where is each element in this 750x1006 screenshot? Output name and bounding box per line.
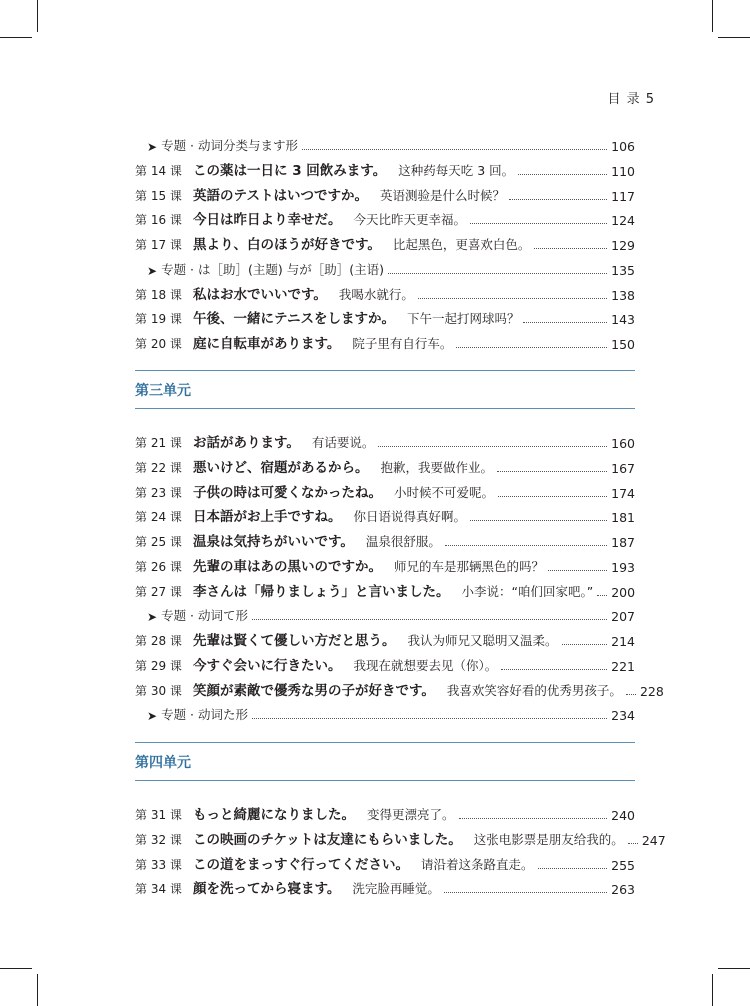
lesson-title-japanese: 庭に自転車があります。 (193, 336, 341, 352)
dot-leader (456, 347, 607, 348)
lesson-title-japanese: 顔を洗ってから寝ます。 (193, 881, 341, 898)
lesson-row (135, 871, 635, 897)
dot-leader (459, 818, 608, 819)
lesson-number: 第 14 课 (135, 163, 182, 178)
page-number: 193 (611, 559, 635, 575)
lesson-title-chinese: 请沿着这条路直走。 (421, 856, 534, 872)
lesson-number: 第 29 课 (135, 658, 182, 673)
lesson-title-chinese: 我喝水就行。 (338, 286, 414, 302)
lesson-row (135, 623, 635, 649)
page-number: 110 (611, 163, 635, 179)
lesson-number: 第 20 课 (135, 337, 182, 351)
lesson-title-japanese: この道をまっすぐ行ってください。 (193, 856, 409, 873)
page-number: 129 (611, 238, 635, 253)
lesson-title-chinese: 洗完脸再睡觉。 (352, 881, 440, 897)
topic-row (147, 697, 635, 723)
lesson-title-japanese: 午後、一緒にテニスをしますか。 (193, 311, 395, 328)
section-title: 第四单元 (135, 755, 191, 771)
lesson-number: 第 31 课 (135, 808, 182, 822)
lesson-number: 第 26 课 (135, 559, 182, 574)
topic-label: 专题 · 动词分类与ます形 (161, 138, 298, 153)
page-number: 150 (611, 337, 635, 352)
topic-row (147, 252, 635, 278)
lesson-row (135, 499, 635, 525)
lesson-number: 第 17 课 (135, 238, 182, 252)
dot-leader (445, 545, 607, 546)
lesson-row (135, 475, 635, 501)
page-number: 234 (611, 708, 635, 724)
page-number: 135 (611, 262, 635, 278)
dot-leader (538, 868, 608, 869)
lesson-title-chinese: 变得更漂亮了。 (367, 807, 455, 822)
lesson-row (135, 524, 635, 550)
lesson-number: 第 15 课 (135, 188, 182, 203)
lesson-number: 第 33 课 (135, 857, 182, 872)
dot-leader (626, 694, 636, 695)
topic-row (147, 128, 635, 154)
lesson-title-japanese: 先輩の車はあの黒いのですか。 (193, 558, 382, 575)
dot-leader (444, 892, 607, 893)
lesson-number: 第 19 课 (135, 312, 182, 327)
lesson-title-chinese: 你日语说得真好啊。 (353, 509, 467, 525)
dot-leader (470, 520, 607, 521)
crop-mark (37, 974, 38, 1006)
crop-mark (0, 37, 32, 38)
lesson-title-japanese: 今日は昨日より幸せだ。 (193, 212, 342, 229)
lesson-title-japanese: 子供の時は可愛くなかったね。 (193, 484, 382, 501)
page-number: 174 (611, 485, 635, 501)
lesson-row (135, 549, 635, 575)
crop-mark (712, 0, 713, 32)
page-number: 167 (611, 460, 635, 476)
lesson-title-chinese: 温泉很舒服。 (365, 534, 441, 549)
dot-leader (518, 174, 607, 175)
arrow-bullet-icon: ➤ (147, 709, 158, 724)
section-title: 第三单元 (135, 383, 191, 399)
dot-leader (509, 199, 607, 200)
page-number: 247 (641, 832, 666, 848)
lesson-title-chinese: 院子里有自行车。 (352, 336, 453, 351)
lesson-row (135, 227, 635, 253)
lesson-title-japanese: 先輩は賢くて優しい方だと思う。 (193, 633, 396, 649)
crop-mark (712, 974, 713, 1006)
lesson-title-japanese: この映画のチケットは友達にもらいました。 (193, 831, 462, 848)
lesson-row (135, 450, 635, 476)
topic-label: 专题 · は［助］(主题) 与が［助］(主语) (161, 261, 384, 277)
dot-leader (498, 496, 607, 497)
lesson-title-japanese: 英語のテストはいつですか。 (193, 187, 368, 204)
lesson-number: 第 18 课 (135, 287, 182, 302)
lesson-number: 第 23 课 (135, 485, 182, 500)
section-header (135, 370, 635, 409)
lesson-number: 第 25 课 (135, 535, 182, 549)
dot-leader (302, 149, 607, 150)
lesson-title-chinese: 这种药每天吃 3 回。 (398, 162, 515, 178)
page-number: 124 (611, 213, 635, 229)
dot-leader (470, 223, 607, 224)
crop-mark (718, 37, 750, 38)
dot-leader (418, 298, 607, 299)
page-number: 200 (611, 584, 636, 600)
page-number: 160 (611, 436, 635, 451)
lesson-row (135, 797, 635, 823)
dot-leader (501, 669, 607, 670)
arrow-bullet-icon: ➤ (147, 610, 158, 625)
dot-leader (523, 322, 607, 323)
lesson-title-japanese: 笑顔が素敵で優秀な男の子が好きです。 (193, 682, 435, 699)
lesson-row (135, 673, 664, 699)
lesson-row (135, 202, 635, 228)
lesson-title-japanese: 温泉は気持ちがいいです。 (193, 534, 354, 550)
dot-leader (562, 644, 608, 645)
lesson-title-chinese: 有话要说。 (311, 435, 375, 450)
lesson-title-japanese: お話があります。 (193, 435, 300, 451)
page-number: 187 (611, 535, 635, 550)
page-number: 117 (611, 188, 635, 204)
lesson-title-chinese: 小李说：“咱们回家吧。” (461, 583, 594, 599)
topic-row (147, 598, 635, 624)
lesson-title-chinese: 我喜欢笑容好看的优秀男孩子。 (446, 682, 622, 698)
lesson-title-chinese: 我认为师兄又聪明又温柔。 (407, 633, 558, 648)
lesson-row (135, 822, 666, 848)
lesson-number: 第 24 课 (135, 510, 182, 525)
page-number: 214 (611, 634, 635, 649)
lesson-title-chinese: 小时候不可爱呢。 (394, 484, 495, 500)
lesson-row (135, 178, 635, 204)
lesson-title-japanese: 日本語がお上手ですね。 (193, 509, 342, 526)
lesson-number: 第 28 课 (135, 634, 182, 648)
crop-mark (718, 968, 750, 969)
lesson-title-chinese: 抱歉，我要做作业。 (380, 459, 494, 475)
lesson-row (135, 425, 635, 451)
lesson-row (135, 648, 635, 674)
page-number: 207 (611, 609, 635, 625)
crop-mark (0, 968, 32, 969)
page-number: 263 (611, 882, 635, 898)
lesson-number: 第 21 课 (135, 436, 182, 450)
lesson-number: 第 30 课 (135, 683, 182, 698)
lesson-title-japanese: 今すぐ会いに行きたい。 (193, 657, 342, 674)
lesson-row (135, 574, 635, 600)
lesson-number: 第 16 课 (135, 213, 182, 228)
lesson-title-japanese: 私はお水でいいです。 (193, 286, 327, 303)
page-number: 228 (639, 683, 664, 699)
lesson-number: 第 27 课 (135, 584, 182, 599)
lesson-number: 第 32 课 (135, 832, 182, 847)
lesson-title-japanese: 黒より、白のほうが好きです。 (193, 237, 381, 253)
lesson-title-chinese: 今天比昨天更幸福。 (353, 212, 467, 228)
lesson-title-chinese: 英语测验是什么时候？ (379, 187, 505, 203)
lesson-row (135, 153, 635, 179)
page-number: 181 (611, 510, 635, 526)
lesson-row (135, 847, 635, 873)
lesson-title-japanese: 悪いけど、宿題があるから。 (193, 459, 369, 476)
lesson-title-japanese: もっと綺麗になりました。 (193, 807, 355, 823)
page-number: 221 (611, 658, 635, 674)
dot-leader (252, 619, 607, 620)
page-number: 143 (611, 312, 635, 328)
lesson-number: 第 22 课 (135, 460, 182, 475)
page-number: 138 (611, 287, 635, 303)
dot-leader (388, 273, 607, 274)
arrow-bullet-icon: ➤ (147, 140, 158, 154)
page-number: 240 (611, 808, 635, 823)
page-number: 106 (611, 139, 635, 154)
dot-leader (378, 446, 607, 447)
section-header (135, 742, 635, 781)
lesson-title-chinese: 下午一起打网球吗？ (406, 311, 520, 327)
dot-leader (597, 595, 607, 596)
topic-label: 专题 · 动词て形 (161, 608, 248, 624)
dot-leader (548, 570, 607, 571)
lesson-title-chinese: 这张电影票是朋友给我的。 (473, 831, 624, 847)
topic-label: 专题 · 动词た形 (161, 707, 248, 723)
lesson-row (135, 326, 635, 352)
lesson-title-chinese: 师兄的车是那辆黑色的吗？ (394, 558, 545, 574)
lesson-title-chinese: 比起黑色，更喜欢白色。 (392, 237, 531, 252)
lesson-row (135, 277, 635, 303)
lesson-title-chinese: 我现在就想要去见（你）。 (353, 657, 498, 673)
page-number: 255 (611, 857, 635, 873)
arrow-bullet-icon: ➤ (147, 263, 158, 278)
lesson-number: 第 34 课 (135, 882, 182, 897)
lesson-title-japanese: 李さんは「帰りましょう」と言いました。 (193, 583, 450, 600)
lesson-row (135, 301, 635, 327)
dot-leader (252, 718, 607, 719)
dot-leader (534, 248, 607, 249)
dot-leader (628, 843, 638, 844)
dot-leader (497, 471, 607, 472)
crop-mark (37, 0, 38, 32)
lesson-title-japanese: この薬は一日に 3 回飲みます。 (193, 162, 387, 179)
running-head: 目 录 5 (607, 92, 655, 107)
